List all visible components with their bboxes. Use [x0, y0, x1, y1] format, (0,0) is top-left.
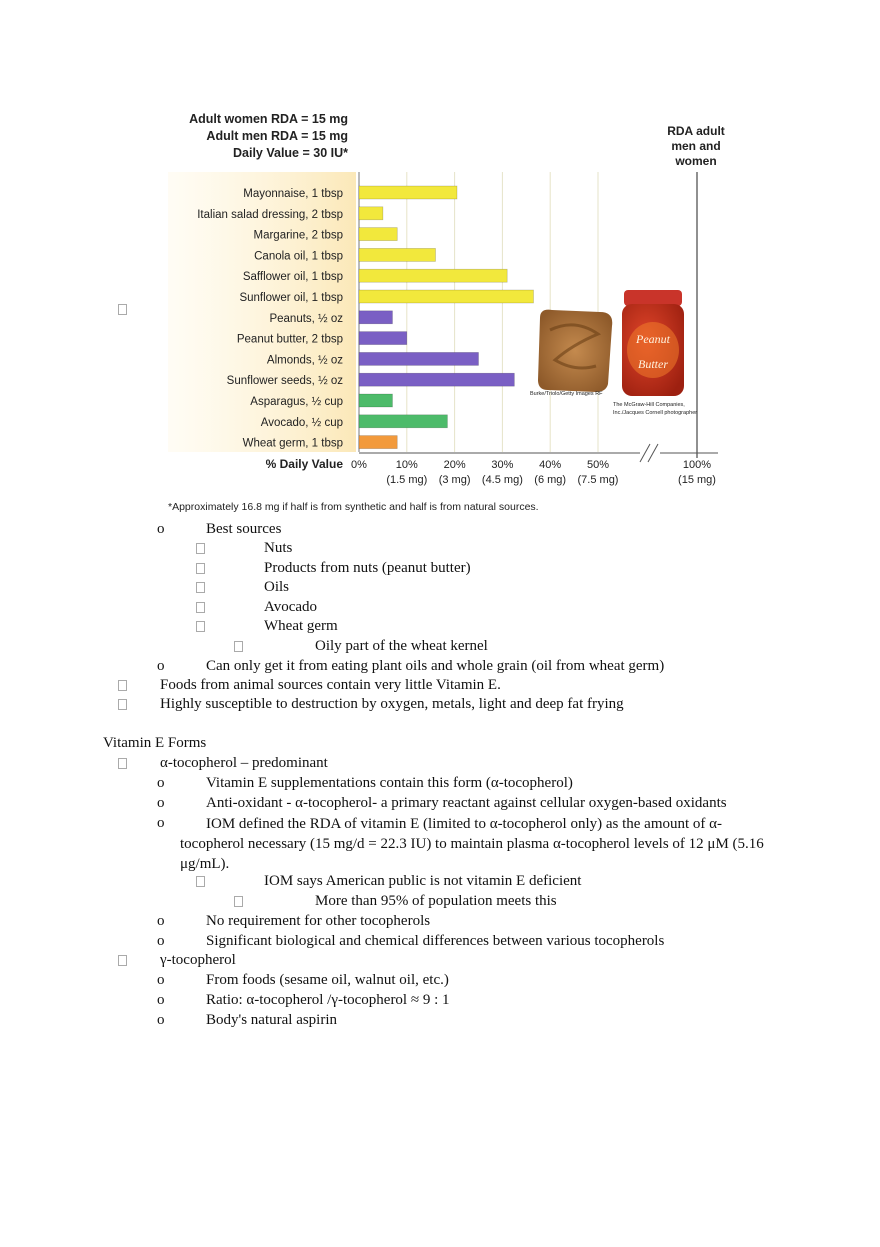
bar [359, 207, 383, 220]
source-item: Wheat germ [264, 618, 338, 634]
photo-credit-2: The McGraw-Hill Companies, [613, 402, 685, 408]
category-label: Sunflower oil, 1 tbsp [239, 292, 343, 304]
bullet-square [234, 896, 243, 907]
gamma-item: From foods (sesame oil, walnut oil, etc.) [206, 972, 449, 988]
x-axis-title: % Daily Value [265, 457, 343, 471]
bullet-o: o [157, 913, 165, 929]
source-item: Oils [264, 579, 290, 595]
header-line-3: Daily Value = 30 IU* [233, 146, 348, 160]
category-label: Mayonnaise, 1 tbsp [243, 188, 343, 200]
bullet-square [118, 955, 127, 966]
susceptibility-note: Highly susceptible to destruction by oxygen, metals, light and deep fat frying [160, 696, 624, 712]
bullet-o: o [157, 972, 165, 988]
bar [359, 248, 435, 261]
reference-label-line-2: men and [671, 139, 721, 153]
axis-break-mark [640, 444, 650, 462]
rda-header [189, 112, 348, 160]
jar-label-line-1: Peanut [636, 332, 670, 346]
header-line-2: Adult men RDA = 15 mg [206, 129, 348, 143]
tick-sublabel: (15 mg) [678, 474, 716, 486]
category-label: Wheat germ, 1 tbsp [242, 437, 343, 450]
bullet-square [196, 876, 205, 887]
chart-footnote: *Approximately 16.8 mg if half is from synthetic and half is from natural sources. [168, 501, 539, 513]
animal-sources-note: Foods from animal sources contain very little Vitamin E. [160, 677, 501, 693]
category-label: Italian salad dressing, 2 tbsp [197, 208, 343, 221]
bullet-o: o [157, 658, 165, 674]
bullet-o: o [157, 815, 165, 831]
tick-sublabel: (1.5 mg) [386, 474, 428, 486]
bullet-o: o [157, 775, 165, 791]
bar [359, 373, 514, 386]
alpha-item: Vitamin E supplementations contain this form (α-tocopherol) [206, 775, 573, 791]
bullet-square [196, 543, 205, 554]
alpha-item-iom-rda: IOM defined the RDA of vitamin E (limited to α-tocopherol only) as the amount of α-tocopherol necessary (15 mg/d = 22.3 IU) to maintain plasma α-tocopherol levels of 12 μM (5.16 μg/mL). [180, 816, 764, 872]
photo-credit-1: Burke/Triolo/Getty Images RF [530, 391, 603, 397]
bullet-o: o [157, 795, 165, 811]
bullet-square [118, 699, 127, 710]
bullet-square [118, 680, 127, 691]
gamma-item: Body's natural aspirin [206, 1012, 338, 1028]
bar [359, 332, 407, 345]
category-label: Almonds, ½ oz [266, 354, 343, 367]
category-label: Asparagus, ½ cup [250, 396, 343, 408]
rda-reference-label [667, 124, 725, 168]
bullet-square [196, 602, 205, 613]
bar [359, 186, 457, 199]
header-line-1: Adult women RDA = 15 mg [189, 112, 348, 126]
population-note: More than 95% of population meets this [315, 893, 557, 909]
gamma-tocopherol-heading: γ-tocopherol [160, 952, 236, 968]
bullet-square [234, 641, 243, 652]
vitamin-e-sources-chart [0, 0, 880, 530]
bullet-square [118, 758, 127, 769]
bar [359, 352, 479, 365]
alpha-item: Significant biological and chemical differences between various tocopherols [206, 933, 665, 949]
category-label: Peanut butter, 2 tbsp [236, 333, 343, 346]
category-label: Avocado, ½ cup [260, 416, 343, 429]
reference-label-line-1: RDA adult [667, 124, 725, 138]
category-label: Margarine, 2 tbsp [253, 229, 343, 242]
category-label: Canola oil, 1 tbsp [254, 250, 343, 263]
tick-sublabel: (6 mg) [534, 474, 567, 486]
bullet-o: o [157, 1012, 165, 1028]
tick-sublabel: (3 mg) [438, 474, 471, 486]
alpha-tocopherol-heading: α-tocopherol – predominant [160, 755, 328, 771]
bar [359, 415, 447, 428]
reference-label-line-3: women [675, 154, 717, 168]
tick-sublabel: (7.5 mg) [577, 474, 619, 486]
category-label: Peanuts, ½ oz [269, 312, 343, 325]
bar [359, 290, 533, 303]
bullet-o: o [157, 521, 165, 537]
bar [359, 311, 392, 324]
bar [359, 269, 507, 282]
bullet-square [196, 621, 205, 632]
tick-label: 100% [682, 459, 712, 471]
tick-label: 10% [395, 459, 418, 471]
tick-sublabel: (4.5 mg) [481, 474, 523, 486]
alpha-item: Anti-oxidant - α-tocopherol- a primary reactant against cellular oxygen-based oxidants [206, 795, 727, 811]
tick-label: 20% [443, 459, 466, 471]
wheat-germ-detail: Oily part of the wheat kernel [315, 638, 488, 654]
iom-deficiency-note: IOM says American public is not vitamin E deficient [264, 873, 582, 889]
peanut-butter-toast-image [538, 310, 612, 392]
bullet-o: o [157, 933, 165, 949]
bar [359, 394, 392, 407]
alpha-item: No requirement for other tocopherols [206, 913, 431, 929]
plant-only-note: Can only get it from eating plant oils and whole grain (oil from wheat germ) [206, 658, 665, 674]
peanut-butter-photos [530, 290, 697, 416]
bar [359, 436, 397, 449]
category-label: Sunflower seeds, ½ oz [226, 375, 343, 388]
chart-bars [359, 186, 533, 449]
jar-label-line-2: Butter [638, 357, 668, 371]
source-item: Products from nuts (peanut butter) [264, 560, 471, 576]
axis-break-mark [648, 444, 658, 462]
photo-credit-3: Inc./Jacques Cornell photographer [613, 410, 698, 416]
peanut-butter-jar-image [622, 290, 684, 396]
source-item: Avocado [264, 599, 318, 615]
tick-label: 40% [539, 459, 562, 471]
source-item: Nuts [264, 540, 293, 556]
bullet-square [196, 582, 205, 593]
tick-label: 50% [586, 459, 610, 471]
bullet-o: o [157, 992, 165, 1008]
forms-heading: Vitamin E Forms [103, 735, 207, 751]
tick-label: 0% [351, 459, 367, 471]
best-sources: Best sources [206, 521, 282, 537]
tick-label: 30% [491, 459, 514, 471]
category-label: Safflower oil, 1 tbsp [242, 271, 343, 284]
bar [359, 228, 397, 241]
bullet-square [196, 563, 205, 574]
gamma-item: Ratio: α-tocopherol /γ-tocopherol ≈ 9 : 1 [206, 992, 450, 1008]
